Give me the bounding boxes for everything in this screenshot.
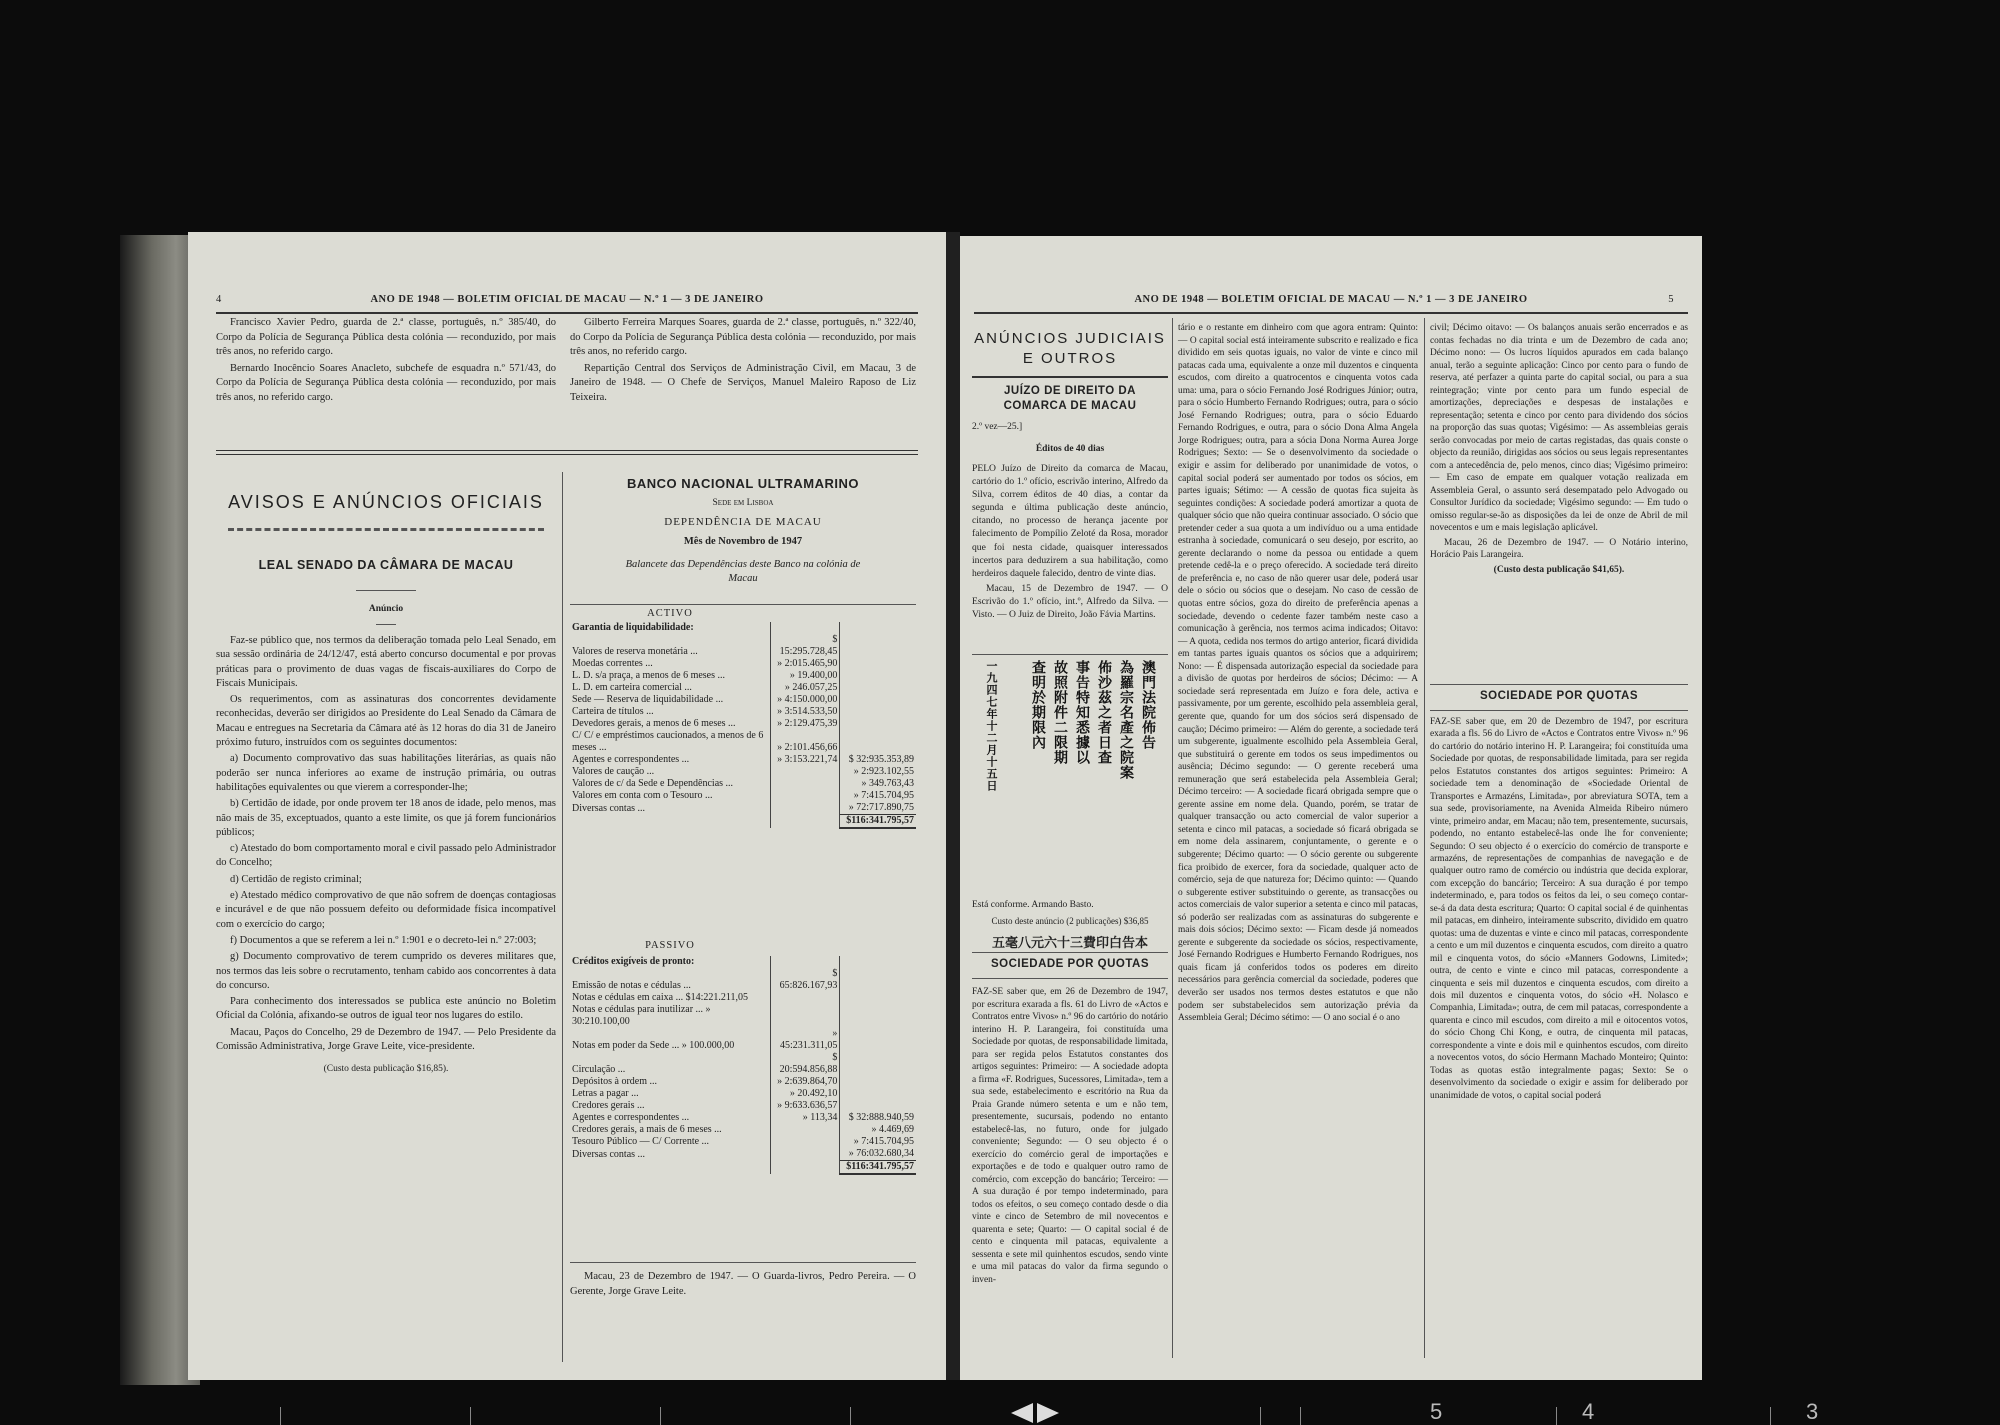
balance-label: Valores de caução ... <box>572 766 655 777</box>
passivo-table <box>570 956 916 1175</box>
balance-amount <box>771 766 840 778</box>
balance-amount <box>840 706 916 718</box>
bank-dependency: DEPENDÊNCIA DE MACAU <box>664 516 822 528</box>
page-gutter <box>946 232 960 1380</box>
notice-paragraph: FAZ-SE saber que, em 26 de Dezembro de 1947, por escritura exarada a fls. 61 do Livro de «Actos e Contratos entre Vivos» n.º 96 do cartório do notário interino H. P. Larangeira, foi constituída uma Sociedade por quotas, de responsabilidade limitada, para ser regida pelos Estatutos constantes dos artigos seguintes: Primeiro: — A sociedade adopta a firma «F. Rodrigues, Sucessores, Limitada», tem a sua sede, estabelecimento e escritório na Rua da Praia Grande número setenta e um e não tem, presentemente, sucursais, podendo no entanto estabelecê-las, no futuro, onde for julgado conveniente; Segundo: — O seu objecto é o exercício do comércio geral de importações e exportações e de todo e qualquer outro ramo de comércio, com excepção do bancário; Terceiro: — A sua duração é por tempo indeterminado, para todos os efeitos, o seu começo contado desde o dia vinte e cinco de Setembro de mil novecentos e quarenta e sete; Quarto: — O capital social é de cento e cinquenta mil patacas, equivalente a sessenta e sete mil quinhentos escudos, sendo vinte e uma mil patacas do valor da firma segundo o inven- <box>972 987 1168 1285</box>
column-divider <box>562 472 563 1362</box>
anuncio-heading: Anúncio <box>368 604 404 614</box>
balance-row <box>570 815 916 829</box>
signature-text: Macau, 23 de Dezembro de 1947. — O Guarda-livros, Pedro Pereira. — O Gerente, Jorge Grave Leite. <box>570 1271 916 1297</box>
balance-label: C/ C/ e empréstimos caucionados, a menos de 6 meses ... <box>572 730 764 753</box>
balance-amount: » 72:717.890,75 <box>848 802 914 813</box>
balance-amount <box>771 1004 840 1028</box>
section-rule <box>216 450 918 451</box>
publication-cost: (Custo desta publicação $41,65). <box>1493 564 1625 575</box>
balance-label <box>570 1161 771 1175</box>
balance-row <box>570 730 916 754</box>
notice-paragraph: g) Documento comprovativo de terem cumprido os deveres militares que, nos termos das leis sobre o recrutamento, tenham cabido aos concorrentes à data do concurso. <box>216 951 556 991</box>
bank-title: BANCO NACIONAL ULTRAMARINO <box>626 476 860 491</box>
balance-row <box>570 682 916 694</box>
juizo-title: JUÍZO DE DIREITO DA COMARCA DE MACAU <box>1003 385 1137 412</box>
balance-row <box>570 658 916 670</box>
anuncios-title: ANÚNCIOS JUDICIAIS <box>974 330 1166 347</box>
activo-table <box>570 622 916 829</box>
column-divider <box>1172 318 1173 1358</box>
bank-subtitle: Balancete das Dependências deste Banco na colónia de Macau <box>625 559 861 584</box>
chinese-cost: Custo deste anúncio (2 publicações) $36,85 <box>991 916 1149 926</box>
anuncios-title: E OUTROS <box>1022 350 1118 367</box>
balance-label: Notas em poder da Sede ... » 100.000,00 <box>572 1040 735 1051</box>
strip-tick <box>1770 1407 1771 1425</box>
balance-row <box>570 1161 916 1175</box>
notice-paragraph: f) Documentos a que se referem a lei n.º 1:901 e o decreto-lei n.º 27:003; <box>230 934 537 946</box>
notice-paragraph: a) Documento comprovativo das suas habilitações literárias, as quais não poderão ser nunca inferiores ao exame de instrução primária, ou outras habilitações equivalentes ou que vierem a corresponder-lhe; <box>216 753 556 793</box>
balance-row <box>570 718 916 730</box>
strip-tick <box>1260 1407 1261 1425</box>
balance-amount <box>840 658 916 670</box>
header-rule <box>216 312 918 314</box>
balance-label: Valores em conta com o Tesouro ... <box>572 790 713 801</box>
notice-paragraph: d) Certidão de registo criminal; <box>230 873 362 885</box>
juizo-ref: 2.º vez—25.] <box>972 422 1023 432</box>
balance-row <box>570 1100 916 1112</box>
balance-label: Valores de c/ da Sede e Dependências ... <box>572 778 734 789</box>
balance-amount <box>840 1052 916 1076</box>
short-rule <box>356 590 416 591</box>
balance-row <box>570 694 916 706</box>
notice-paragraph: b) Certidão de idade, por onde provem ter 18 anos de idade, pelo menos, mas não mais de 35, exceptuados, quanto a este limite, os que já forem funcionários públicos; <box>216 798 556 838</box>
balance-amount <box>840 622 916 634</box>
page-4 <box>188 232 946 1380</box>
balance-amount <box>771 992 840 1004</box>
balance-amount <box>840 634 916 658</box>
balance-amount: » 9:633.636,57 <box>771 1100 840 1112</box>
page-number: 5 <box>1668 294 1674 305</box>
signature-text: Macau, 26 de Dezembro de 1947. — O Notário interino, Horácio Pais Larangeira. <box>1430 537 1688 560</box>
balance-amount <box>771 790 840 802</box>
notice-paragraph: Macau, Paços do Concelho, 29 de Dezembro de 1947. — Pelo Presidente da Comissão Administrativa, Jorge Grave Leite, vice-presidente. <box>216 1026 556 1053</box>
balance-amount <box>840 992 916 1004</box>
balance-label: Depósitos à ordem ... <box>572 1076 657 1087</box>
balance-row <box>570 706 916 718</box>
notice-paragraph: FAZ-SE saber que, em 20 de Dezembro de 1947, por escritura exarada a fls. 56 do Livro de «Actos e Contratos entre Vivos» n.º 96 do cartório do notário interino H. P. Larangeira; foi constituída uma Sociedade por quotas, de responsabilidade limitada, para ser regida pelos Estatutos constantes dos artigos seguintes: Primeiro: A sociedade tem a denominação de «Sociedade Oriental de Transportes e Armazéns, Limitada», por abreviatura SOTA, tem a sua sede, provisoriamente, na Avenida Almeida Ribeiro número vinte, primeiro andar, em Macau; não tem, presentemente, sucursais, podendo, no entanto estabelecê-las onde lhe for conveniente; Segundo: O seu objecto é o exercício do comércio de transporte e armazéns, de representações de companhias de navegação e de qualquer outro ramo de comércio ou indústria que decida explorar, com excepção do bancário; Terceiro: A sua duração é por tempo indeterminado, e, para todos os feitos da lei, o seu começo contar-se-á da data desta escritura; Quarto: O capital social é de quinhentas mil patacas, em dinheiro, inteiramente subscrito, dividido em quatro quotas: uma de duzentas e vinte e cinco mil patacas, correspondente a cento e um mil duzentos e cinquenta escudos, com direito a quatro mil e cinquenta votos, do sócio «Manners Godowns, Limited»; outra, de cento e vinte e cinco mil patacas, correspondente a cinquenta e seis mil duzentos e cinquenta escudos, com direito a dois mil duzentos e cinquenta votos, do sócio «H. Nolasco e Companhia, Limitada»; outra, de cem mil patacas, correspondente a quarenta e cinco mil escudos, com direito a mil e oitocentos votos, do sócio Chong Chi Kong, e outra, de cinquenta mil patacas, correspondente a vinte e dois mil e quinhentos escudos, com direito a novecentos votos, do sócio Hermann Machado Monteiro; Quinto: Todas as quotas estão integralmente pagas; Sexto: Se o desenvolvimento da sociedade o exigir e assim for deliberado por unanimidade de votos, o capital social poderá <box>1430 717 1688 1101</box>
balance-row <box>570 1052 916 1076</box>
balance-amount <box>840 1004 916 1028</box>
balance-label: Tesouro Público — C/ Corrente ... <box>572 1136 710 1147</box>
balance-amount: » 4.469,69 <box>871 1124 914 1135</box>
balance-row <box>570 802 916 815</box>
balance-amount <box>771 956 840 968</box>
balance-amount: $ 32:888.940,59 <box>848 1112 914 1123</box>
sociedade-notice-1 <box>972 986 1168 1288</box>
strip-arrows-icon <box>1005 1401 1065 1425</box>
ornament-rule <box>228 528 544 541</box>
balance-row <box>570 790 916 802</box>
sociedade-statutes-end <box>1430 322 1688 576</box>
page-number: 4 <box>216 294 222 305</box>
appointment-paragraph: Francisco Xavier Pedro, guarda de 2.ª classe, português, n.º 385/40, do Corpo da Polícia de Segurança Pública desta colónia — reconduzido, por mais três anos, no referido cargo. <box>216 317 556 358</box>
balance-label: Notas e cédulas para inutilizar ... » 30:210.100,00 <box>572 1004 711 1027</box>
balance-amount: » 2:923.102,55 <box>853 766 914 777</box>
balance-row <box>570 1112 916 1124</box>
balance-row <box>570 1004 916 1028</box>
section-rule <box>216 454 918 455</box>
balance-amount: » 45:231.311,05 <box>771 1028 840 1052</box>
chinese-column: 佈沙茲之者日查 <box>1096 660 1112 765</box>
balance-amount: » 2:639.864,70 <box>771 1076 840 1088</box>
balance-amount: » 2:015.465,90 <box>771 658 840 670</box>
balance-amount: » 349.763,43 <box>861 778 914 789</box>
balance-amount <box>771 802 840 815</box>
balance-amount: $116:341.795,57 <box>840 1161 916 1175</box>
section-rule <box>972 952 1168 953</box>
balance-label: L. D. s/a praça, a menos de 6 meses ... <box>572 670 726 681</box>
balance-label: Garantia de liquidabilidade: <box>572 622 694 633</box>
strip-tick <box>280 1407 281 1425</box>
balance-amount <box>840 694 916 706</box>
bank-signature <box>570 1270 916 1301</box>
editos-heading: Éditos de 40 dias <box>1035 444 1105 454</box>
balance-amount <box>840 718 916 730</box>
strip-label: 4 <box>1582 1399 1595 1424</box>
section-rule <box>1430 684 1688 685</box>
balance-row <box>570 670 916 682</box>
section-rule <box>1430 710 1688 711</box>
balance-row <box>570 634 916 658</box>
balance-amount <box>840 1088 916 1100</box>
balance-amount: » 7:415.704,95 <box>853 790 914 801</box>
appointments-col-2 <box>570 316 916 408</box>
short-rule <box>376 624 396 625</box>
avisos-title: AVISOS E ANÚNCIOS OFICIAIS <box>228 492 544 512</box>
activo-label: ACTIVO <box>647 608 693 619</box>
balance-amount <box>840 1076 916 1088</box>
balance-label: Emissão de notas e cédulas ... <box>572 980 691 991</box>
bank-seat: Sede em Lisboa <box>712 498 774 508</box>
strip-label: 5 <box>1430 1399 1443 1424</box>
balance-amount <box>840 730 916 754</box>
balance-row <box>570 992 916 1004</box>
balance-amount: $ 65:826.167,93 <box>771 968 840 992</box>
chinese-column: 事告特知悉據以 <box>1074 660 1090 765</box>
bank-month: Mês de Novembro de 1947 <box>683 536 803 547</box>
table-rule <box>570 604 916 605</box>
balance-amount: » 19.400,00 <box>771 670 840 682</box>
notice-paragraph: c) Atestado do bom comportamento moral e civil passado pelo Administrador do Concelho; <box>216 843 557 869</box>
section-rule <box>972 978 1168 979</box>
balance-row <box>570 1076 916 1088</box>
passivo-label: PASSIVO <box>645 940 695 951</box>
balance-amount: $ 20:594.856,88 <box>771 1052 840 1076</box>
balance-amount <box>840 968 916 992</box>
balance-row <box>570 622 916 634</box>
balance-amount: » 4:150.000,00 <box>771 694 840 706</box>
page-header <box>988 294 1674 308</box>
appointment-paragraph: Repartição Central dos Serviços de Administração Civil, em Macau, 3 de Janeiro de 1948. — O Chefe de Serviços, Manuel Maleiro Raposo de Liz Teixeira. <box>570 362 916 403</box>
balance-label: Devedores gerais, a menos de 6 meses ... <box>572 718 736 729</box>
header-title: ANO DE 1948 — BOLETIM OFICIAL DE MACAU — N.º 1 — 3 DE JANEIRO <box>1134 294 1528 305</box>
balance-label: Agentes e correspondentes ... <box>572 754 690 765</box>
balance-row <box>570 956 916 968</box>
balance-row <box>570 754 916 766</box>
balance-row <box>570 1028 916 1052</box>
header-rule <box>974 312 1688 314</box>
balance-row <box>570 1088 916 1100</box>
balance-label: Notas e cédulas em caixa ... $14:221.211,05 <box>572 992 748 1003</box>
balance-amount: $ 15:295.728,45 <box>771 634 840 658</box>
balance-row <box>570 1124 916 1136</box>
page-header <box>216 294 918 308</box>
film-strip <box>0 1395 2000 1425</box>
notice-paragraph: civil; Décimo oitavo: — Os balanços anuais serão encerrados e as contas fechadas no dia trinta e um de Dezembro de cada ano; Décimo nono: — Os lucros líquidos apurados em cada balanço anual, terão a seguinte aplicação: Cinco por cento para o fundo de reserva, até perfazer a quinta parte do capital social, ou para a sua reintegração; vinte por cento para um fundo especial de amortizações, depreciações e despesas de instalações e representação; setenta e cinco por cento para dividendo dos sócios na proporção das suas quotas; Vigésimo: — As assembleias gerais serão convocadas por meio de cartas registadas, das quais conste o objecto da reunião, dirigidas aos sócios ou seus legais representantes com a antecedência de, pelo menos, cinco dias; Vigésimo primeiro: — Em caso de empate em qualquer votação realizada em Assembleia Geral, o assunto será desempatado pelo Advogado ou Consultor Jurídico da sociedade; Vigésimo segundo: — Em tudo o omisso regular-se-ão as disposições da lei de onze de Abril de mil novecentos e um e mais legislação aplicável. <box>1430 323 1688 533</box>
balance-label: Moedas correntes ... <box>572 658 653 669</box>
balance-label: Créditos exigíveis de pronto: <box>572 956 695 967</box>
balance-amount: » 20.492,10 <box>771 1088 840 1100</box>
sociedade-notice-2 <box>1430 716 1688 1104</box>
balance-amount: $ 32:935.353,89 <box>848 754 914 765</box>
balance-amount <box>771 1124 840 1136</box>
publication-cost: (Custo desta publicação $16,85). <box>323 1064 449 1075</box>
balance-label: Circulação ... <box>572 1064 626 1075</box>
chinese-column: 為羅宗名產之院案 <box>1118 660 1134 780</box>
balance-amount <box>771 1136 840 1148</box>
section-rule <box>972 376 1168 378</box>
balance-amount: » 3:514.533,50 <box>771 706 840 718</box>
balance-amount: » 2:129.475,39 <box>771 718 840 730</box>
appointments-col-1 <box>216 316 556 408</box>
notice-paragraph: Os requerimentos, com as assinaturas dos concorrentes devidamente reconhecidas, deverão ser dirigidos ao Presidente do Leal Senado da Câmara de Macau e entregues na Secretaria da Câmara até às 12 horas do dia 31 de Janeiro próximo futuro, instruídos com os seguintes documentos: <box>216 694 556 749</box>
leal-senado-notice <box>216 634 556 1077</box>
balance-amount: » 76:032.680,34 <box>848 1148 914 1159</box>
balance-amount: $116:341.795,57 <box>840 815 916 829</box>
strip-tick <box>470 1407 471 1425</box>
balance-row <box>570 1148 916 1161</box>
balance-label: Credores gerais, a mais de 6 meses ... <box>572 1124 722 1135</box>
chinese-date: 一九四七年十二月十五日 <box>985 660 998 792</box>
strip-tick <box>660 1407 661 1425</box>
balance-label: Diversas contas ... <box>572 802 646 814</box>
sociedade-statutes <box>1178 322 1418 1027</box>
balance-amount: » 3:153.221,74 <box>771 754 840 766</box>
balance-amount <box>771 778 840 790</box>
balance-row <box>570 778 916 790</box>
balance-label: L. D. em carteira comercial ... <box>572 682 692 693</box>
balance-label: Letras a pagar ... <box>572 1088 639 1099</box>
sociedade-title-2: SOCIEDADE POR QUOTAS <box>1479 690 1639 702</box>
balance-amount: » 113,34 <box>771 1112 840 1124</box>
balance-label <box>570 815 771 829</box>
balance-amount: » 7:415.704,95 <box>853 1136 914 1147</box>
strip-label: 3 <box>1806 1399 1819 1424</box>
notice-paragraph: Para conhecimento dos interessados se publica este anúncio no Boletim Oficial da Colónia, afixando-se outros de igual teor nos lugares do estilo. <box>216 996 556 1022</box>
balance-amount <box>840 1028 916 1052</box>
juizo-notice <box>972 462 1168 623</box>
chinese-column: 澳門法院佈告 <box>1140 660 1156 750</box>
balance-amount <box>840 1100 916 1112</box>
table-rule <box>570 1262 916 1263</box>
balance-row <box>570 968 916 992</box>
balance-amount <box>771 1148 840 1161</box>
chinese-conformity: Está conforme. Armando Basto. <box>972 900 1094 910</box>
appointment-paragraph: Bernardo Inocêncio Soares Anacleto, subchefe de esquadra n.º 571/43, do Corpo da Polícia de Segurança Pública desta colónia — reconduzido, por mais três anos, no referido cargo. <box>216 362 556 403</box>
notice-paragraph: Faz-se público que, nos termos da deliberação tomada pelo Leal Senado, em sua sessão ordinária de 24/12/47, está aberto concurso documental e por provas práticas para o provimento de duas vagas de fiscais-auxiliares do Corpo de Fiscais Municipais. <box>216 635 556 689</box>
column-divider <box>1424 318 1425 1358</box>
section-rule <box>972 654 1168 655</box>
notice-paragraph: e) Atestado médico comprovativo de que não sofrem de doenças contagiosas e incurável e de que não possuem defeito ou deformidade física incompatível com o exercício do cargo; <box>216 890 556 930</box>
balance-amount <box>840 682 916 694</box>
balance-table <box>570 622 916 829</box>
balance-label: Credores gerais ... <box>572 1100 645 1111</box>
balance-amount <box>840 670 916 682</box>
balance-label: Diversas contas ... <box>572 1148 646 1160</box>
leal-senado-title: LEAL SENADO DA CÂMARA DE MACAU <box>258 558 514 572</box>
strip-tick <box>1300 1407 1301 1425</box>
signature-text: Macau, 15 de Dezembro de 1947. — O Escrivão do 1.º ofício, int.º, Alfredo da Silva. — Visto. — O Juiz de Direito, João Fávia Martins. <box>972 582 1168 621</box>
balance-label: Agentes e correspondentes ... <box>572 1112 690 1123</box>
strip-tick <box>1556 1407 1557 1425</box>
sociedade-title-1: SOCIEDADE POR QUOTAS <box>990 958 1150 970</box>
balance-amount <box>840 956 916 968</box>
balance-amount <box>771 622 840 634</box>
balance-amount <box>771 815 840 829</box>
balance-amount: » 2:101.456,66 <box>771 730 840 754</box>
balance-amount: » 246.057,25 <box>771 682 840 694</box>
chinese-cost-line: 五毫八元六十三費印白告本 <box>991 936 1148 951</box>
notice-paragraph: tário e o restante em dinheiro com que agora entram: Quinto: — O capital social está inteiramente subscrito e realizado e fica dividido em seis quotas iguais, no valor de vinte e cinco mil patacas cada uma, equivalente a onze mil duzentos e cinquenta escudos, com direito a quatrocentos e cinquenta votos cada uma: uma, para o sócio Fernando José Rodrigues Júnior; outra, para o sócio Humberto Fernando Rodrigues; outra, para o sócio José Fernando Rodrigues; outra, para o sócio Eduardo Fernando Rodrigues, e outra, para o sócio Dona Alma Angela Jorge Rodrigues; outra, para a sócia Dona Norma Aurea Jorge Rodrigues; Sexto: — Se o desenvolvimento da sociedade o exigir e assim for deliberado por unanimidade de votos, o capital social poderá ser aumentado por todos os sócios, em partes iguais; Sétimo: — A cessão de quotas fica sujeita às seguintes condições: A sociedade poderá amortizar a quota de qualquer sócio que não queira continuar associado. O sócio que pretender ceder a sua quota a um indivíduo ou a uma entidade estranha à sociedade, comunicará o seu desejo, por escrito, ao gerente declarando o nome da pessoa ou entidade a quem pretende cedê-la e o preço oferecido. A sociedade terá direito de preferência e, no caso de não querer usar dele, poderá usar dele o sócio ou sócios que o desejam. No caso de cessão de quotas entre sócios, goza do direito de preferência apenas a sociedade, devendo o cedente fazer também neste caso a comunicação à gerência, nos termos acima indicados; Oitavo: — A quota, cedida nos termos do artigo anterior, ficará dividida em tantas partes iguais quantos os sócios que a adquirirem; Nono: — É dispensada autorização especial da sociedade para a divisão de quotas por herdeiros de sócios; Décimo: — A sociedade será representada em Juízo e fora dele, activa e passivamente, por um gerente, escolhido pela assembleia geral, gerente que, quando for um dos sócios será dispensado de caução; Décimo primeiro: — Além do gerente, a sociedade terá um subgerente, igualmente escolhido pela Assembleia Geral, que substituirá o gerente em todos os seus impedimentos ou ausência; Décimo segundo: — O gerente receberá uma remuneração que será estabelecida pela Assembleia Geral; Décimo terceiro: — A sociedade ficará obrigada sempre que o gerente assine em nome dela. Quando, porém, se tratar de qualquer transacção ou acto comercial de valor superior a setenta e cinco mil patacas, a sociedade só ficará obrigada se em nome dela assinarem, conjuntamente, o gerente e o subgerente; Décimo quarto: — O sócio gerente ou subgerente fica proibido de exercer, fora da sociedade, qualquer acto de comércio, seja de que natureza for; Décimo quinto: — Quando o subgerente estiver substituindo o gerente, as transacções ou actos comerciais de valor superior a setenta e cinco mil patacas, só poderão ser realizadas com as assinaturas do subgerente e mais dois sócios; Décimo sexto: — Ficam desde já nomeados gerente e subgerente da sociedade os sócios, respectivamente, José Fernando Rodrigues e Humberto Fernando Rodrigues, nos quais ficam já conferidos todos os poderes em direito necessários para gerência comercial da sociedade, poderes que deverão ser usados nos termos destes estatutos e que não podem ser substabelecidos sem autorização prévia da Assembleia Geral; Décimo sétimo: — O ano social é o ano <box>1178 323 1418 1024</box>
balance-table <box>570 956 916 1175</box>
balance-amount <box>771 1161 840 1175</box>
appointment-paragraph: Gilberto Ferreira Marques Soares, guarda de 2.ª classe, português, n.º 322/40, do Corpo da Polícia de Segurança Pública desta colónia — reconduzido, por mais três anos, no referido cargo. <box>570 317 916 358</box>
chinese-column: 查明於期限內 <box>1030 660 1046 750</box>
chinese-column: 故照附件二限期 <box>1052 660 1068 765</box>
balance-row <box>570 1136 916 1148</box>
balance-label: Sede — Reserva de liquidabilidade ... <box>572 694 724 705</box>
notice-paragraph: PELO Juízo de Direito da comarca de Macau, cartório do 1.º ofício, escrivão interino, Alfredo da Silva, correm éditos de 40 dias, a contar da segunda e última publicação deste anúncio, citando, no processo de herança jacente por falecimento de Pompílio Zeloté da Rosa, morador que foi nesta cidade, quaisquer interessados incertos para deduzirem a sua habilitação, como herdeiros daquele falecido, dentro de vinte dias. <box>972 463 1168 579</box>
balance-row <box>570 766 916 778</box>
balance-label: Valores de reserva monetária ... <box>572 646 698 657</box>
page-5 <box>960 236 1702 1380</box>
balance-label: Carteira de títulos ... <box>572 706 654 717</box>
strip-tick <box>850 1407 851 1425</box>
header-title: ANO DE 1948 — BOLETIM OFICIAL DE MACAU — N.º 1 — 3 DE JANEIRO <box>370 294 764 305</box>
